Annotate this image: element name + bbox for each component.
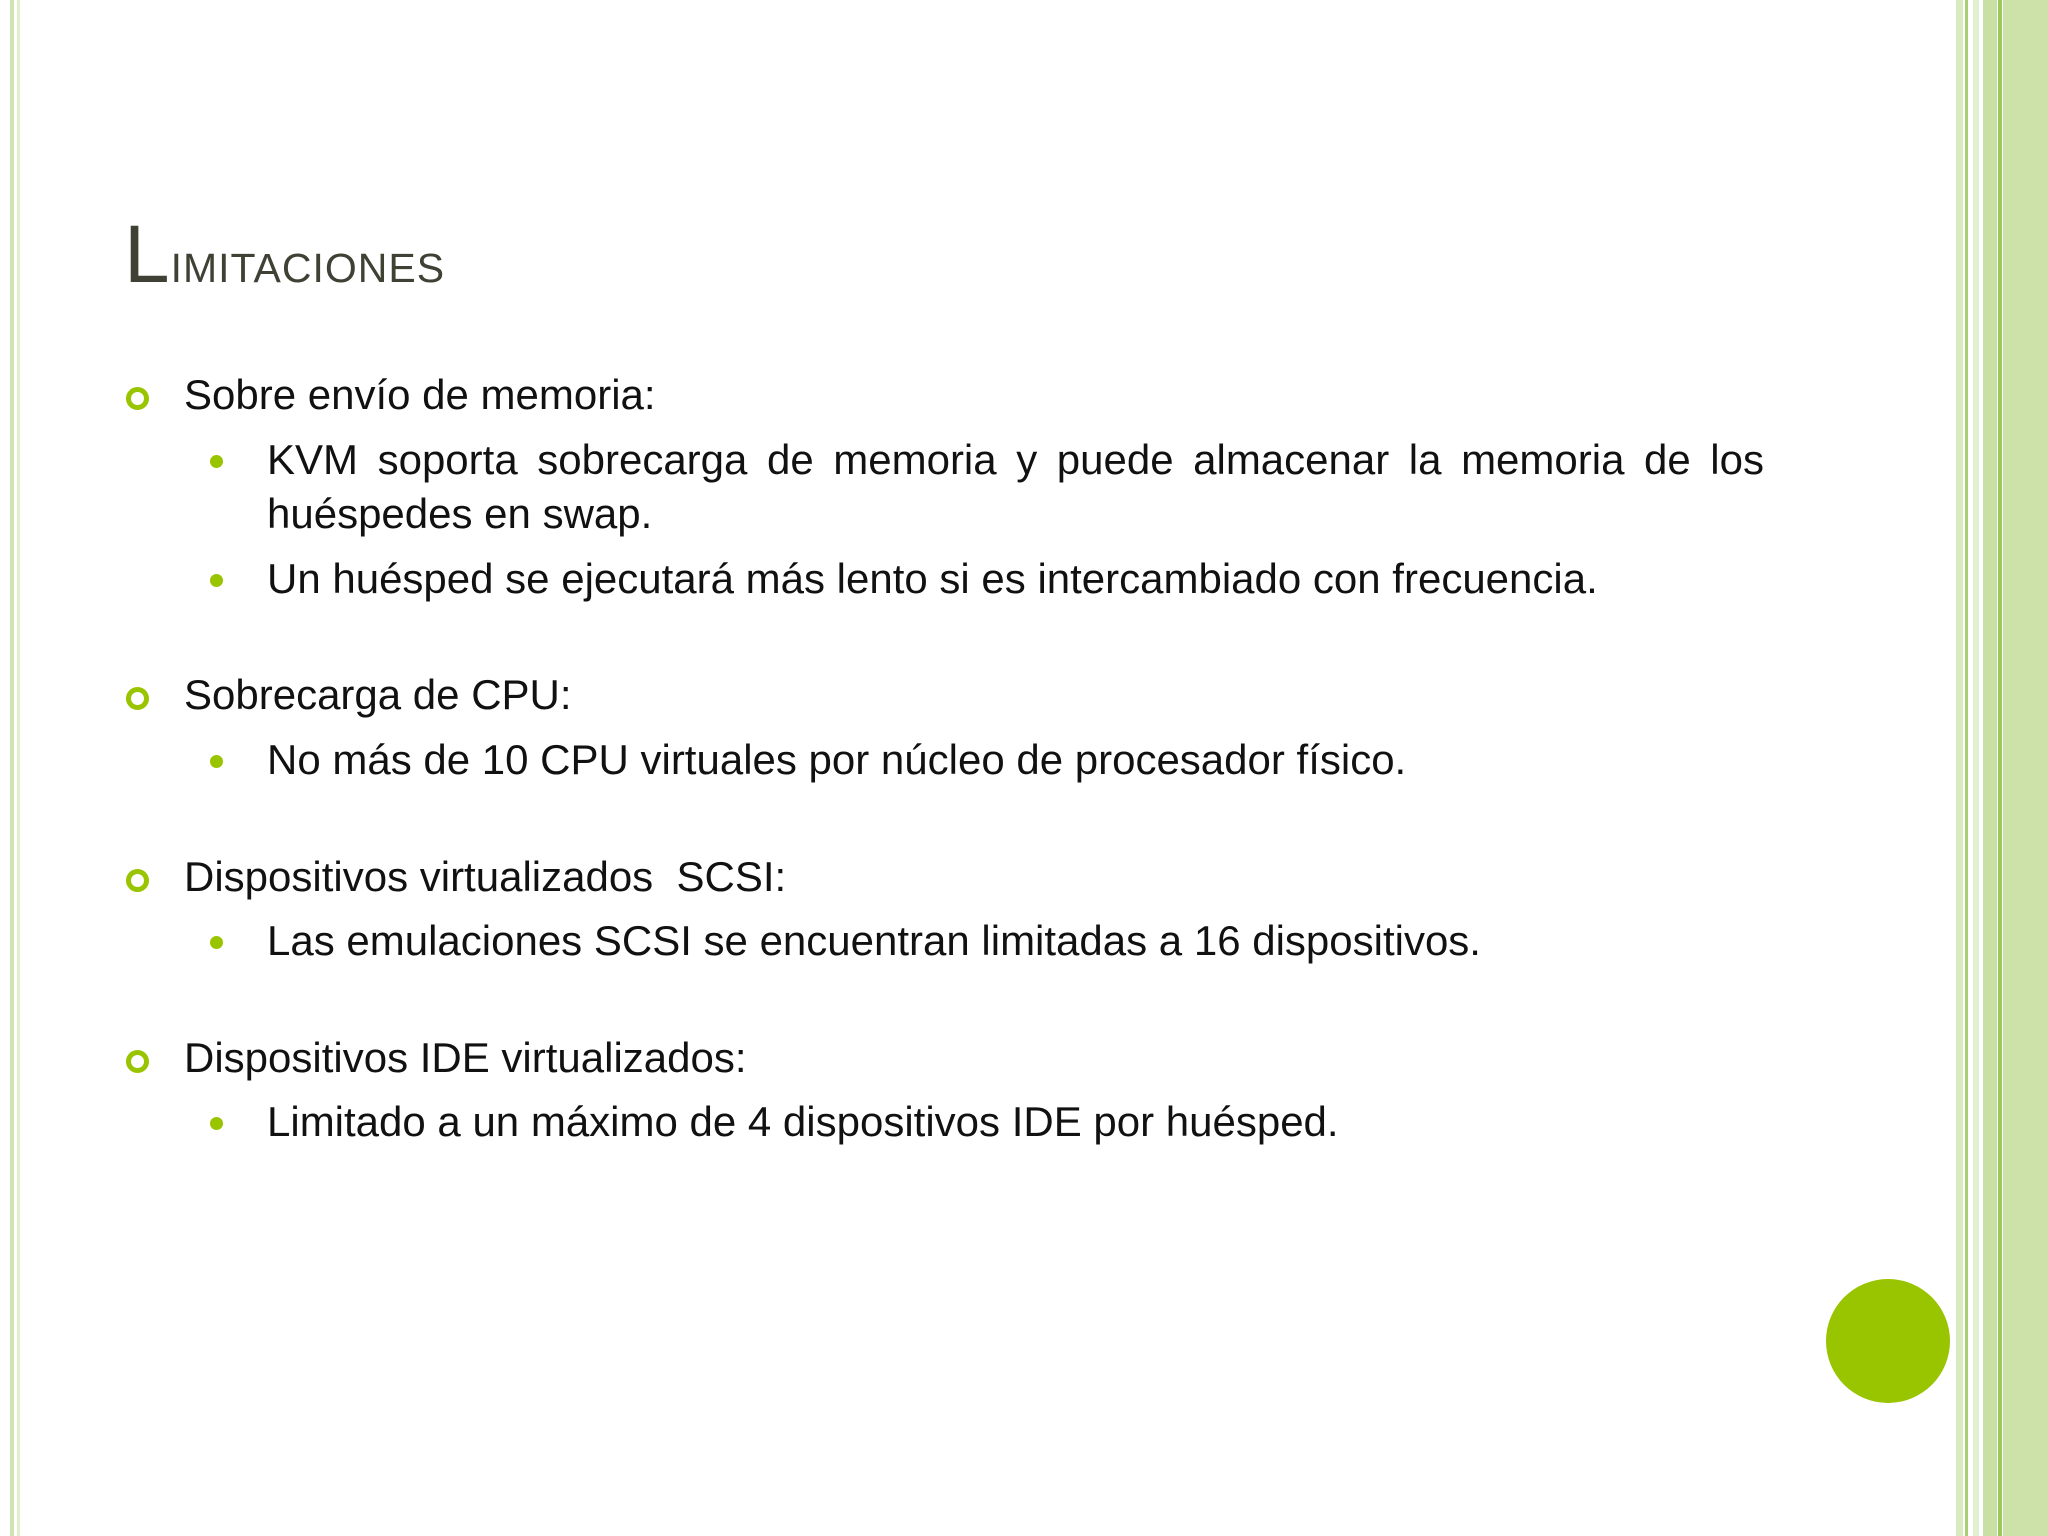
bullet-level-1 (124, 668, 1764, 723)
bullet-level-1 (124, 368, 1764, 423)
dot-bullet-icon (210, 755, 223, 768)
bullet-level-2 (124, 914, 1764, 969)
dot-bullet-icon (210, 936, 223, 949)
bullet-level-1 (124, 1031, 1764, 1086)
right-stripe (1956, 0, 1963, 1536)
bullet-level-2 (124, 733, 1764, 788)
dot-bullet-icon (210, 574, 223, 587)
ring-bullet-icon (126, 869, 149, 892)
dot-bullet-icon (210, 1117, 223, 1130)
slide-title-initial: L (124, 209, 171, 300)
bullet-text: No más de 10 CPU virtuales por núcleo de procesador físico. (267, 735, 1407, 783)
bullet-text: KVM soporta sobrecarga de memoria y puede almacenar la memoria de los huéspedes en swap. (267, 435, 1764, 538)
bullet-text: Sobre envío de memoria: (184, 371, 656, 418)
bullet-level-2 (124, 552, 1764, 607)
right-stripe (1983, 0, 1997, 1536)
bullet-text: Dispositivos virtualizados SCSI: (184, 852, 787, 900)
right-stripe (2003, 0, 2048, 1536)
left-accent-line-inner (17, 0, 20, 1536)
slide-title-rest: imitaciones (170, 230, 446, 295)
ring-bullet-icon (126, 387, 149, 410)
bullet-level-1 (124, 850, 1764, 905)
bullet-text: Un huésped se ejecutará más lento si es intercambiado con frecuencia. (267, 554, 1598, 602)
slide-title (124, 209, 446, 300)
decorative-circle (1826, 1279, 1950, 1403)
slide-body (124, 368, 1764, 1212)
dot-bullet-icon (210, 455, 223, 468)
ring-bullet-icon (126, 1050, 149, 1073)
ring-bullet-icon (126, 687, 149, 710)
bullet-text: Limitado a un máximo de 4 dispositivos IDE por huésped. (267, 1098, 1339, 1146)
left-accent-line (10, 0, 14, 1536)
right-stripe (1965, 0, 1968, 1536)
bullet-text: Dispositivos IDE virtualizados: (184, 1033, 747, 1081)
right-stripe (1998, 0, 2002, 1536)
section-scsi (124, 850, 1764, 969)
section-cpu (124, 668, 1764, 787)
bullet-level-2 (124, 1095, 1764, 1150)
bullet-level-2 (124, 433, 1764, 542)
bullet-text: Sobrecarga de CPU: (184, 671, 572, 719)
bullet-text: Las emulaciones SCSI se encuentran limitadas a 16 dispositivos. (267, 917, 1481, 965)
section-ide (124, 1031, 1764, 1150)
right-stripe (1973, 0, 1979, 1536)
section-memory (124, 368, 1764, 606)
